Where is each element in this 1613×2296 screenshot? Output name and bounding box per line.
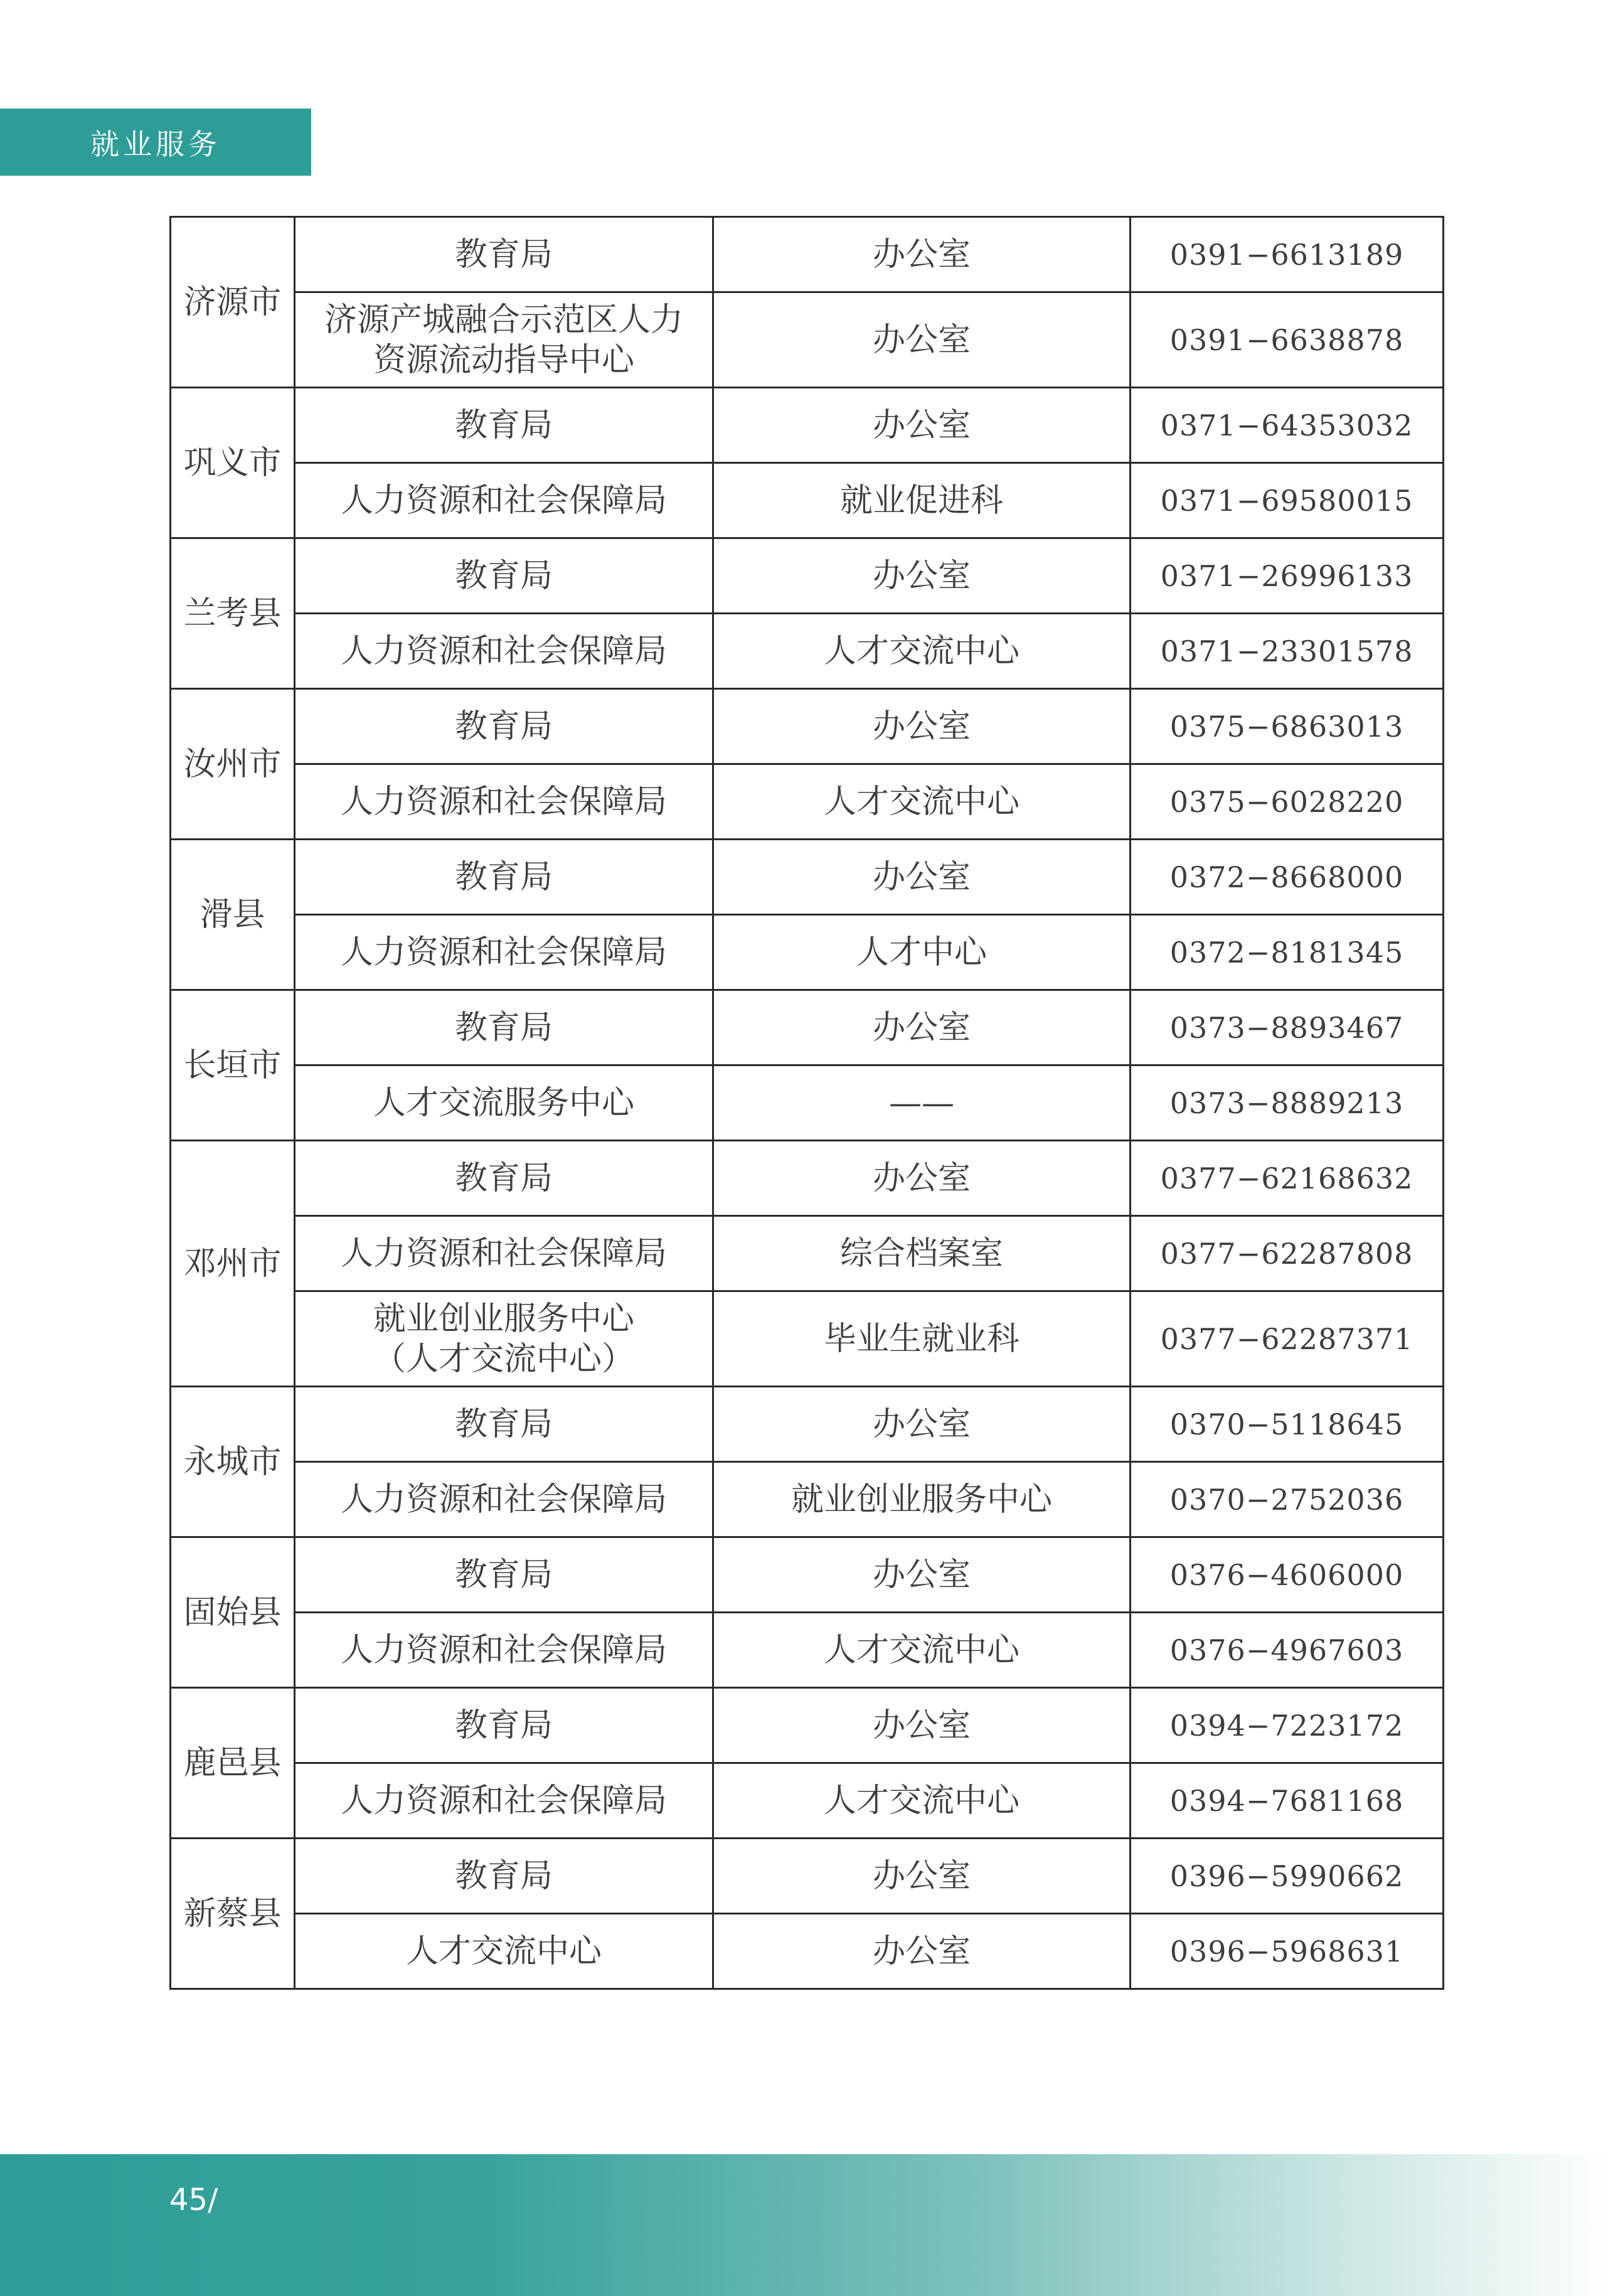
phone-cell: 0370−5118645 xyxy=(1131,1387,1444,1462)
dept-cell: 办公室 xyxy=(713,292,1131,388)
region-cell: 滑县 xyxy=(171,840,295,990)
phone-cell: 0391−6613189 xyxy=(1131,217,1444,292)
region-cell: 汝州市 xyxy=(171,689,295,840)
region-cell: 邓州市 xyxy=(171,1141,295,1387)
unit-cell: 教育局 xyxy=(295,689,713,764)
section-header-tab xyxy=(0,109,311,176)
table-row xyxy=(171,388,1444,463)
unit-cell: 教育局 xyxy=(295,1839,713,1914)
phone-cell: 0375−6028220 xyxy=(1131,764,1444,840)
phone-cell: 0377−62168632 xyxy=(1131,1141,1444,1216)
unit-cell: 人才交流服务中心 xyxy=(295,1065,713,1141)
region-cell: 巩义市 xyxy=(171,388,295,538)
table-row xyxy=(171,689,1444,764)
table-row xyxy=(171,1462,1444,1537)
table-row xyxy=(171,1291,1444,1387)
dept-cell: 毕业生就业科 xyxy=(713,1291,1131,1387)
dept-cell: 办公室 xyxy=(713,689,1131,764)
unit-cell: 教育局 xyxy=(295,1688,713,1763)
unit-cell: 教育局 xyxy=(295,990,713,1065)
dept-cell: 办公室 xyxy=(713,1839,1131,1914)
table-row xyxy=(171,538,1444,614)
unit-cell: 人力资源和社会保障局 xyxy=(295,463,713,538)
unit-cell: 人力资源和社会保障局 xyxy=(295,1216,713,1291)
phone-cell: 0396−5968631 xyxy=(1131,1914,1444,1989)
unit-cell: 济源产城融合示范区人力资源流动指导中心 xyxy=(295,292,713,388)
dept-cell: 综合档案室 xyxy=(713,1216,1131,1291)
unit-cell: 教育局 xyxy=(295,217,713,292)
dept-cell: 人才交流中心 xyxy=(713,1763,1131,1839)
phone-cell: 0373−8893467 xyxy=(1131,990,1444,1065)
region-cell: 鹿邑县 xyxy=(171,1688,295,1839)
unit-cell: 教育局 xyxy=(295,1141,713,1216)
table-row xyxy=(171,915,1444,990)
table-row xyxy=(171,1914,1444,1989)
phone-cell: 0376−4967603 xyxy=(1131,1613,1444,1688)
phone-cell: 0371−26996133 xyxy=(1131,538,1444,614)
unit-cell: 人力资源和社会保障局 xyxy=(295,614,713,689)
unit-cell: 教育局 xyxy=(295,1537,713,1613)
unit-cell: 教育局 xyxy=(295,388,713,463)
dept-cell: 办公室 xyxy=(713,1537,1131,1613)
dept-cell: 办公室 xyxy=(713,1688,1131,1763)
contact-table xyxy=(169,216,1444,1990)
dept-cell: 人才中心 xyxy=(713,915,1131,990)
unit-cell: 人力资源和社会保障局 xyxy=(295,1613,713,1688)
dept-cell: 人才交流中心 xyxy=(713,764,1131,840)
unit-cell: 人力资源和社会保障局 xyxy=(295,764,713,840)
phone-cell: 0371−64353032 xyxy=(1131,388,1444,463)
unit-cell: 人力资源和社会保障局 xyxy=(295,915,713,990)
region-cell: 济源市 xyxy=(171,217,295,388)
phone-cell: 0375−6863013 xyxy=(1131,689,1444,764)
table-row xyxy=(171,840,1444,915)
dept-cell: 办公室 xyxy=(713,1914,1131,1989)
phone-cell: 0394−7223172 xyxy=(1131,1688,1444,1763)
section-title: 就业服务 xyxy=(90,127,221,161)
table-row xyxy=(171,217,1444,292)
phone-cell: 0377−62287808 xyxy=(1131,1216,1444,1291)
table-row xyxy=(171,1613,1444,1688)
table-row xyxy=(171,1141,1444,1216)
dept-cell: 办公室 xyxy=(713,1387,1131,1462)
table-row xyxy=(171,1688,1444,1763)
region-cell: 兰考县 xyxy=(171,538,295,689)
contact-table-body xyxy=(171,217,1444,1989)
phone-cell: 0373−8889213 xyxy=(1131,1065,1444,1141)
footer-gradient-band xyxy=(0,2154,1613,2296)
table-row xyxy=(171,1763,1444,1839)
dept-cell: 办公室 xyxy=(713,990,1131,1065)
unit-cell: 教育局 xyxy=(295,1387,713,1462)
table-row xyxy=(171,1839,1444,1914)
dept-cell: 人才交流中心 xyxy=(713,1613,1131,1688)
table-row xyxy=(171,1216,1444,1291)
unit-cell: 教育局 xyxy=(295,538,713,614)
dept-cell: 人才交流中心 xyxy=(713,614,1131,689)
unit-cell: 人才交流中心 xyxy=(295,1914,713,1989)
region-cell: 永城市 xyxy=(171,1387,295,1537)
dept-cell: —— xyxy=(713,1065,1131,1141)
table-row xyxy=(171,463,1444,538)
phone-cell: 0376−4606000 xyxy=(1131,1537,1444,1613)
region-cell: 固始县 xyxy=(171,1537,295,1688)
phone-cell: 0377−62287371 xyxy=(1131,1291,1444,1387)
phone-cell: 0371−23301578 xyxy=(1131,614,1444,689)
region-cell: 长垣市 xyxy=(171,990,295,1141)
phone-cell: 0396−5990662 xyxy=(1131,1839,1444,1914)
phone-cell: 0371−69580015 xyxy=(1131,463,1444,538)
dept-cell: 办公室 xyxy=(713,538,1131,614)
table-row xyxy=(171,614,1444,689)
unit-cell: 人力资源和社会保障局 xyxy=(295,1763,713,1839)
region-cell: 新蔡县 xyxy=(171,1839,295,1989)
phone-cell: 0372−8181345 xyxy=(1131,915,1444,990)
table-row xyxy=(171,990,1444,1065)
dept-cell: 办公室 xyxy=(713,1141,1131,1216)
phone-cell: 0391−6638878 xyxy=(1131,292,1444,388)
table-row xyxy=(171,1387,1444,1462)
dept-cell: 就业创业服务中心 xyxy=(713,1462,1131,1537)
unit-cell: 教育局 xyxy=(295,840,713,915)
dept-cell: 办公室 xyxy=(713,388,1131,463)
phone-cell: 0370−2752036 xyxy=(1131,1462,1444,1537)
unit-cell: 就业创业服务中心（人才交流中心） xyxy=(295,1291,713,1387)
phone-cell: 0394−7681168 xyxy=(1131,1763,1444,1839)
page-number: 45/ xyxy=(169,2182,218,2218)
dept-cell: 就业促进科 xyxy=(713,463,1131,538)
unit-cell: 人力资源和社会保障局 xyxy=(295,1462,713,1537)
table-row xyxy=(171,764,1444,840)
table-row xyxy=(171,1065,1444,1141)
dept-cell: 办公室 xyxy=(713,840,1131,915)
table-row xyxy=(171,292,1444,388)
phone-cell: 0372−8668000 xyxy=(1131,840,1444,915)
dept-cell: 办公室 xyxy=(713,217,1131,292)
table-row xyxy=(171,1537,1444,1613)
